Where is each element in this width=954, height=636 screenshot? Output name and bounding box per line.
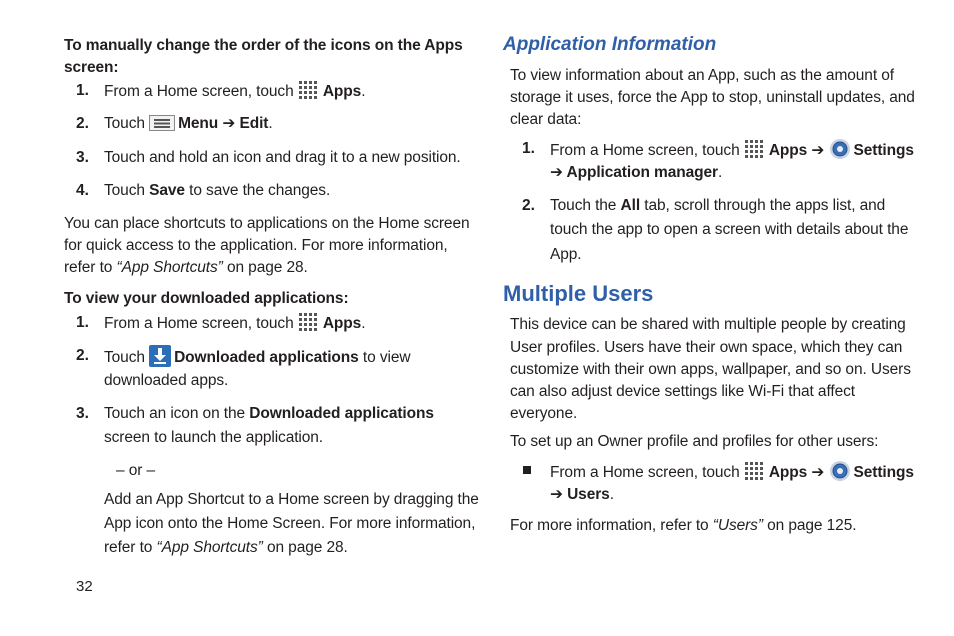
or-separator: – or – — [116, 462, 156, 479]
users-bullet: From a Home screen, touch Apps ➔ Settings — [550, 460, 914, 485]
apps-grid-icon — [298, 80, 320, 100]
users-link[interactable]: “Users” — [712, 517, 763, 534]
multi-para-line5: everyone. — [510, 405, 578, 422]
step-number: 2. — [76, 347, 89, 364]
download-step-3: Touch an icon on the Downloaded applications — [104, 405, 434, 422]
order-step-3: Touch and hold an icon and drag it to a new position. — [104, 149, 461, 166]
heading-order-line2: screen: — [64, 59, 119, 76]
menu-icon — [149, 115, 175, 131]
order-step-4: Touch Save to save the changes. — [104, 182, 331, 199]
step-number: 1. — [522, 140, 535, 157]
multi-para-line4: can also adjust device settings like Wi-Fi that affect — [510, 383, 855, 400]
app-info-step-2: Touch the All tab, scroll through the apps list, and — [550, 197, 886, 214]
square-bullet-icon — [523, 466, 531, 474]
owner-para: To set up an Owner profile and profiles for other users: — [510, 433, 879, 450]
app-info-step-2-line3: App. — [550, 246, 582, 263]
multi-para-line2: User profiles. Users have their own space, which they can — [510, 339, 903, 356]
app-shortcuts-link[interactable]: “App Shortcuts” — [116, 259, 223, 276]
app-info-para-line1: To view information about an App, such as the amount of — [510, 67, 894, 84]
app-info-title: Application Information — [503, 34, 717, 55]
step-number: 2. — [522, 197, 535, 214]
download-step-2-line2: downloaded apps. — [104, 372, 229, 389]
shortcut-para-line2: for quick access to the application. For more information, — [64, 237, 448, 254]
order-step-2: Touch Menu ➔ Edit. — [104, 115, 273, 132]
shortcut-add-line3: refer to “App Shortcuts” on page 28. — [104, 539, 348, 556]
app-info-step-1: From a Home screen, touch Apps ➔ Settings — [550, 138, 914, 163]
download-step-2: Touch Downloaded applications to view — [104, 345, 410, 370]
step-number: 1. — [76, 82, 89, 99]
shortcut-add-line2: App icon onto the Home Screen. For more information, — [104, 515, 476, 532]
settings-gear-icon — [829, 460, 851, 482]
heading-order-line1: To manually change the order of the icons on the Apps — [64, 37, 463, 54]
download-step-1: From a Home screen, touch Apps. — [104, 312, 365, 336]
apps-grid-icon — [744, 139, 766, 159]
shortcut-para-line3: refer to “App Shortcuts” on page 28. — [64, 259, 308, 276]
multi-para-line3: customize with their own apps, wallpaper, and so on. Users — [510, 361, 911, 378]
app-info-para-line3: clear data: — [510, 111, 582, 128]
step-number: 1. — [76, 314, 89, 331]
multi-para-line1: This device can be shared with multiple people by creating — [510, 316, 906, 333]
heading-download: To view your downloaded applications: — [64, 290, 349, 307]
download-icon — [149, 345, 171, 367]
step-number: 2. — [76, 115, 89, 132]
page-number: 32 — [76, 578, 93, 595]
apps-grid-icon — [298, 312, 320, 332]
app-info-para-line2: storage it uses, force the App to stop, uninstall updates, and — [510, 89, 915, 106]
step-number: 4. — [76, 182, 89, 199]
multiple-users-title: Multiple Users — [503, 281, 654, 306]
app-info-step-2-line2: touch the app to open a screen with details about the — [550, 221, 909, 238]
more-info: For more information, refer to “Users” on page 125. — [510, 517, 857, 534]
step-number: 3. — [76, 149, 89, 166]
download-step-3-line2: screen to launch the application. — [104, 429, 324, 446]
app-info-step-1-line2: ➔ Application manager. — [550, 164, 723, 181]
settings-gear-icon — [829, 138, 851, 160]
apps-grid-icon — [744, 461, 766, 481]
shortcut-add-line1: Add an App Shortcut to a Home screen by dragging the — [104, 491, 479, 508]
order-step-1: From a Home screen, touch Apps. — [104, 80, 365, 104]
app-shortcuts-link[interactable]: “App Shortcuts” — [156, 539, 263, 556]
shortcut-para-line1: You can place shortcuts to applications on the Home screen — [64, 215, 470, 232]
step-number: 3. — [76, 405, 89, 422]
users-bullet-line2: ➔ Users. — [550, 486, 614, 503]
